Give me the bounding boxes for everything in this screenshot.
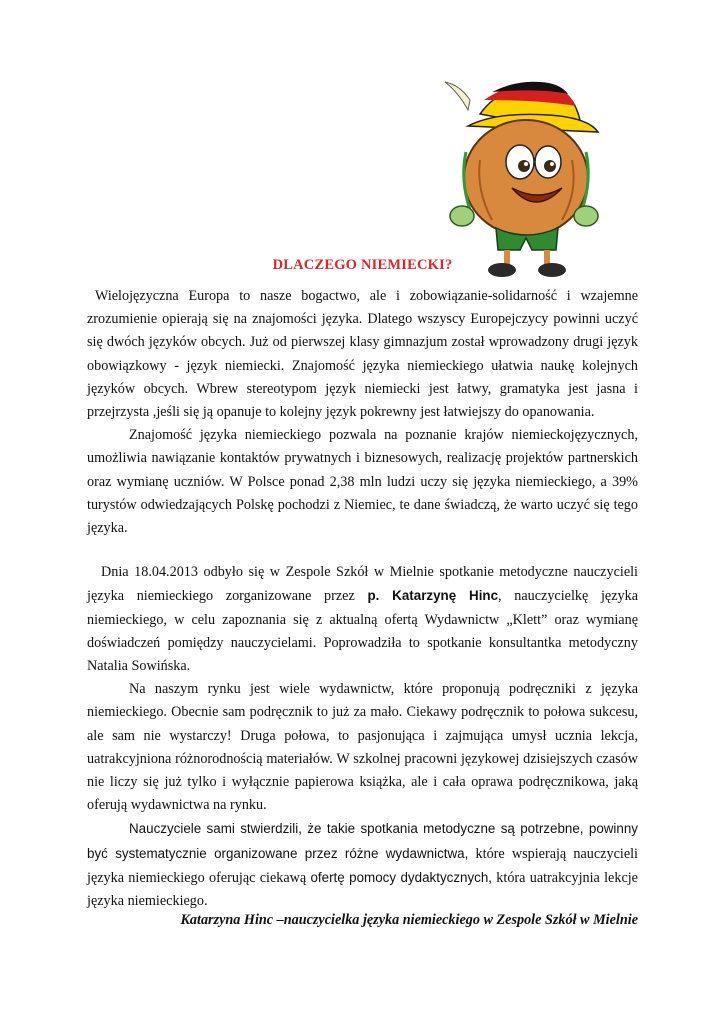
paragraph-5-part-a: Nauczyciele sami stwierdzili, że takie spotkania metodyczne są potrzebne, powinny być systematycznie organizowane przez różne wydawnictwa, [87, 821, 638, 861]
paragraph-1: Wielojęzyczna Europa to nasze bogactwo, ale i zobowiązanie-solidarność i wzajemne zrozumienie opierają się na znajomości języka. Dlatego wszyscy Europejczycy powinni uczyć się dwóch języków obcych. Już od pierwszej klasy gimnazjum został wprowadzony drugi język obowiązkowy - język niemiecki. Znajomość języka niemieckiego ułatwia naukę kolejnych języków obcych. Wbrew stereotypom język niemiecki jest łatwy, gramatyka jest jasna i przejrzysta ,jeśli się ją opanuje to kolejny język pokrewny jest łatwiejszy do opanowania. [87, 288, 638, 421]
paragraph-3-text-end: , nauczycielkę języka niemieckiego, w celu zapoznania się z aktualną ofertą Wydawnictw „Klett” oraz wymianę doświadczeń pomiędzy nauczycielami. Poprowadziła to spotkanie konsultantka metodyczny Natalia Sowińska. [87, 588, 638, 675]
paragraph-5-part-d: która uatrakcyjnia lekcje języka niemieckiego. [87, 869, 638, 910]
page-title: DLACZEGO NIEMIECKI? [272, 257, 453, 273]
paragraph-5-part-c: ofertę pomocy dydaktycznych, [310, 869, 493, 885]
paragraph-5-part-b: które wspierają nauczycieli języka niemieckiego oferując ciekawą [87, 845, 638, 886]
paragraph-3 [87, 561, 638, 678]
paragraph-3-name: p. Katarzynę Hinc [367, 588, 499, 604]
paragraph-3-text-start: Dnia 18.04.2013 odbyło się w Zespole Szkół w Mielnie spotkanie metodyczne nauczycieli języka niemieckiego zorganizowane przez [87, 564, 638, 605]
article-body [87, 285, 638, 913]
paragraph-4: Na naszym rynku jest wiele wydawnictw, które proponują podręczniki z języka niemieckiego. Obecnie sam podręcznik to już za mało. Ciekawy podręcznik to połowa sukcesu, ale sam nie wystarczy! Druga połowa, to pasjonująca i zajmująca umysł ucznia lekcja, uatrakcyjniona różnorodnością materiałów. W szkolnej pracowni językowej dzisiejszych czasów nie liczy się już tylko i wyłącznie papierowa książka, ale i cała oprawa podręcznikowa, jaką oferują wydawnictwa na rynku. [87, 681, 638, 814]
paragraph-2: Znajomość języka niemieckiego pozwala na poznanie krajów niemieckojęzycznych, umożliwia nawiązanie kontaktów prywatnych i biznesowych, realizację projektów partnerskich oraz wymianę uczniów. W Polsce ponad 2,38 mln ludzi uczy się języka niemieckiego, a 39% turystów odwiedzających Polskę pochodzi z Niemiec, te dane świadczą, że warto uczyć się tego języka. [87, 427, 638, 537]
author-signature: Katarzyna Hinc –nauczycielka języka niemieckiego w Zespole Szkół w Mielnie [180, 912, 638, 928]
paragraph-5 [87, 817, 638, 913]
onion-mascot-illustration [440, 80, 608, 280]
paragraph-gap [87, 540, 638, 561]
